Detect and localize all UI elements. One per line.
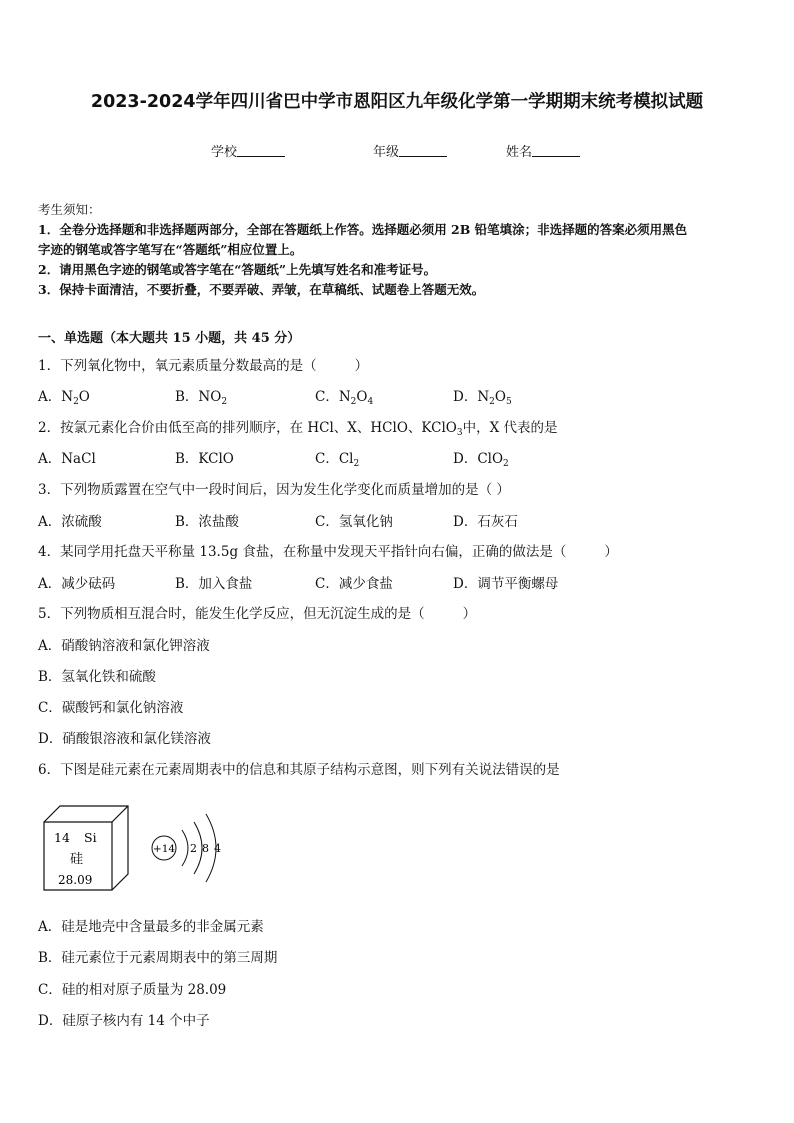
option-d[interactable]: D．硝酸银溶液和氯化镁溶液 [38, 731, 211, 747]
notice-item: 3．保持卡面清洁，不要折叠，不要弄破、弄皱，在草稿纸、试题卷上答题无效。 [38, 282, 485, 297]
option-c[interactable]: C．减少食盐 [315, 576, 393, 592]
stem-text: ） [462, 606, 477, 622]
nucleus-charge: +14 [152, 843, 176, 855]
question-2-stem: 2．按氯元素化合价由低至高的排列顺序，在 HCl、X、HClO、KClO$_3$中，X 代表的是 [38, 420, 558, 438]
page-title: 2023-2024学年四川省巴中学市恩阳区九年级化学第一学期期末统考模拟试题 [90, 92, 704, 112]
question-3-stem: 3．下列物质露置在空气中一段时间后，因为发生化学变化而质量增加的是（ ） [38, 482, 510, 498]
option-b[interactable]: B．$NO_2$ [175, 389, 228, 407]
question-6-stem: 6．下图是硅元素在元素周期表中的信息和其原子结构示意图，则下列有关说法错误的是 [38, 762, 560, 778]
option-c[interactable]: C．$N_2O_4$ [315, 389, 374, 407]
stem-text: 5．下列物质相互混合时，能发生化学反应，但无沉淀生成的是（ [38, 606, 425, 622]
stem-text: 4．某同学用托盘天平称量 13.5g 食盐，在称量中发现天平指针向右偏，正确的做法是（ [38, 544, 567, 560]
stem-text: 2．按氯元素化合价由低至高的排列顺序，在 HCl、X、HClO、KClO [38, 420, 457, 436]
option-b[interactable]: B．硅元素位于元素周期表中的第三周期 [38, 950, 278, 966]
shell-1-electrons: 2 [190, 842, 197, 855]
option-a[interactable]: A．浓硫酸 [38, 514, 102, 530]
notice-title: 考生须知： [38, 202, 101, 217]
option-b[interactable]: B．氢氧化铁和硫酸 [38, 669, 156, 685]
option-c[interactable]: C．氢氧化钠 [315, 514, 393, 530]
option-d[interactable]: D．ClO$_2$ [453, 451, 509, 469]
atomic-mass: 28.09 [58, 873, 93, 887]
option-c[interactable]: C．硅的相对原子质量为 28.09 [38, 982, 227, 998]
section-heading: 一、单选题（本大题共 15 小题，共 45 分） [38, 331, 301, 346]
option-a[interactable]: A．$N_2O$ [38, 389, 90, 407]
option-b[interactable]: B．浓盐酸 [175, 514, 239, 530]
notice-item: 字迹的钢笔或答字笔写在“答题纸”相应位置上。 [38, 242, 303, 257]
option-b[interactable]: B．加入食盐 [175, 576, 253, 592]
option-a[interactable]: A．NaCl [38, 451, 96, 467]
question-1-stem [38, 354, 368, 374]
grade-field [373, 141, 447, 160]
option-d[interactable]: D．石灰石 [453, 514, 518, 530]
option-d[interactable]: D．硅原子核内有 14 个中子 [38, 1013, 210, 1029]
option-a[interactable]: A．硅是地壳中含量最多的非金属元素 [38, 919, 264, 935]
notice-item: 1．全卷分选择题和非选择题两部分，全部在答题纸上作答。选择题必须用 2B 铅笔填涂；非选择题的答案必须用黑色 [38, 222, 688, 237]
shell-3-electrons: 4 [214, 842, 221, 855]
name-field [506, 141, 580, 160]
grade-label: 年级 [373, 145, 400, 160]
option-c[interactable]: C．碳酸钙和氯化钠溶液 [38, 700, 184, 716]
option-d[interactable]: D．调节平衡螺母 [453, 576, 559, 592]
stem-text: 中，X 代表的是 [462, 420, 558, 436]
element-name: 硅 [70, 852, 84, 867]
atom-structure-diagram [152, 814, 221, 882]
element-symbol: Si [84, 830, 97, 845]
question-5-stem [38, 602, 476, 622]
school-blank [237, 144, 285, 157]
option-a[interactable]: A．硝酸钠溶液和氯化钾溶液 [38, 638, 210, 654]
option-b[interactable]: B．KClO [175, 451, 234, 467]
stem-text: ） [354, 358, 369, 374]
grade-blank [399, 144, 447, 157]
name-label: 姓名 [506, 145, 533, 160]
option-c[interactable]: C．$Cl_2$ [315, 451, 360, 469]
school-field [211, 141, 285, 160]
question-4-stem [38, 540, 618, 560]
silicon-figure [40, 800, 230, 892]
name-blank [532, 144, 580, 157]
stem-text: 1．下列氧化物中，氧元素质量分数最高的是（ [38, 358, 317, 374]
atomic-number: 14 [54, 830, 70, 845]
shell-2-electrons: 8 [202, 842, 209, 855]
option-a[interactable]: A．减少砝码 [38, 576, 116, 592]
school-label: 学校 [211, 145, 238, 160]
stem-text: ） [604, 544, 618, 560]
exam-notice [38, 200, 760, 300]
notice-item: 2．请用黑色字迹的钢笔或答字笔在“答题纸”上先填写姓名和准考证号。 [38, 262, 437, 277]
option-d[interactable]: D．$N_2O_5$ [453, 389, 512, 407]
